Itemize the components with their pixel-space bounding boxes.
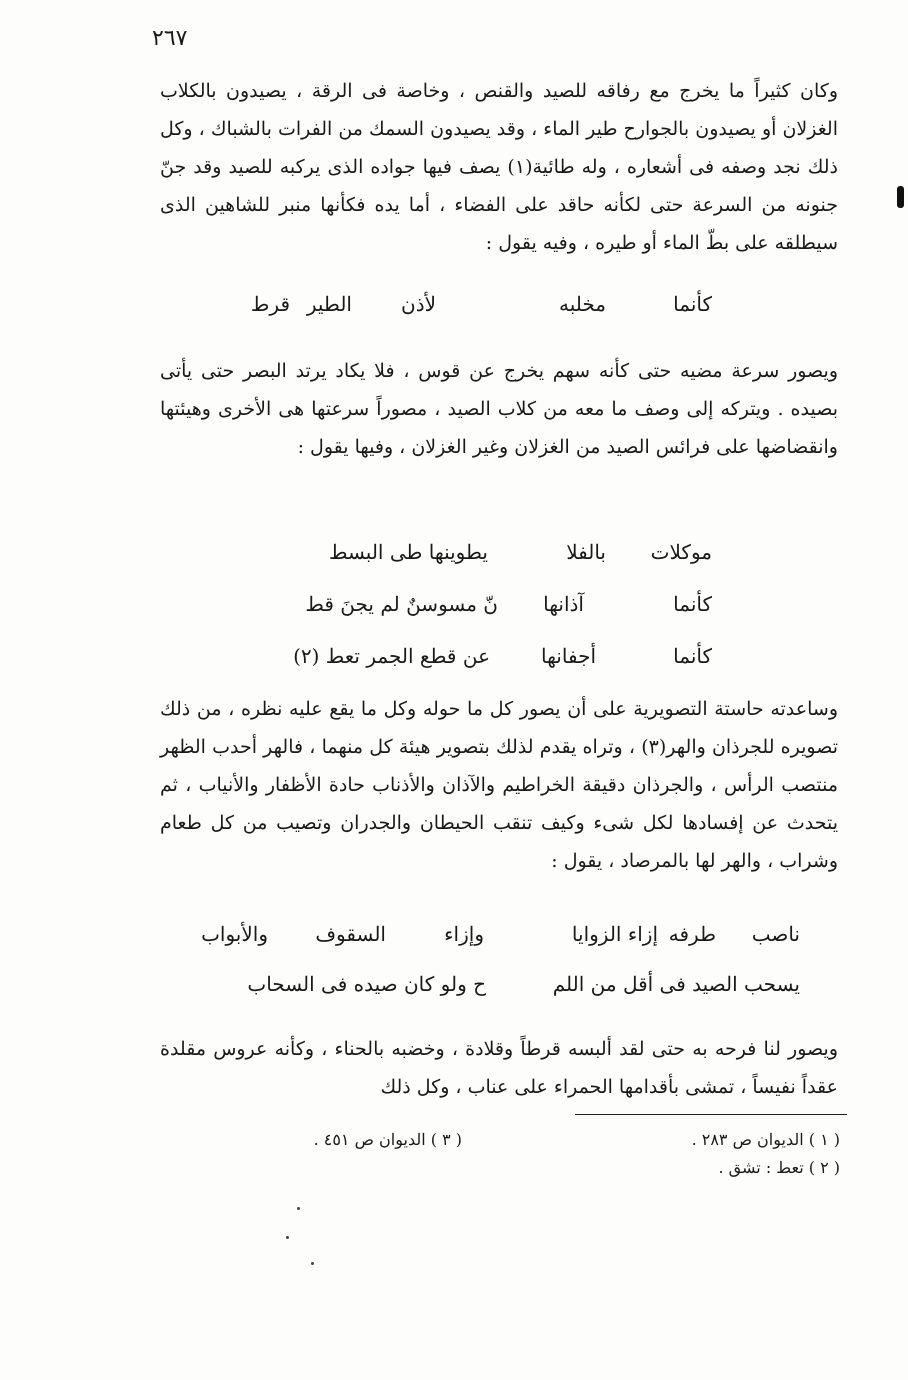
verse-word: كأنما <box>673 292 712 316</box>
paragraph-adornment: ويصور لنا فرحه به حتى لقد ألبسه قرطاً وقلادة ، وخضبه بالحناء ، وكأنه عروس مقلدة عقداً نفيساً ، تمشى بأقدامها الحمراء على عناب ، وكل ذلك <box>160 1038 838 1098</box>
verse-word: ح ولو كان صيده فى السحاب <box>247 972 486 996</box>
verse-word: يسحب الصيد فى أقل من اللم <box>552 972 800 996</box>
verse-cat-line-2 <box>0 972 908 1006</box>
footnote-3: ( ٣ ) الديوان ص ٤٥١ . <box>313 1130 462 1149</box>
verse-hawk <box>0 292 908 326</box>
verse-word: آذانها <box>543 592 584 616</box>
verse-word: أجفانها <box>540 644 596 668</box>
verse-word: طرفه <box>668 922 716 946</box>
verse-word: ناصب <box>751 922 800 946</box>
verse-word: كأنما <box>673 592 712 616</box>
verse-word: كأنما <box>673 644 712 668</box>
paragraph-speed: ويصور سرعة مضيه حتى كأنه سهم يخرج عن قوس ، فلا يكاد يرتد البصر حتى يأتى بصيده . ويتركه إلى وصف ما معه من كلاب الصيد ، مصوراً سرعتها هى الأخرى وهيئتها وانقضاضها على فرائس الصيد من الغزلان وغير الغزلان ، وفيها يقول : <box>160 360 838 458</box>
verse-word: وإزاء <box>444 922 484 946</box>
verse-dogs-line-2 <box>0 592 908 626</box>
verse-word: يطوينها طى البسط <box>328 540 488 564</box>
verse-dogs-line-3 <box>0 644 908 678</box>
print-speck <box>286 1236 289 1239</box>
margin-mark <box>897 186 904 208</box>
verse-word: لأذن <box>401 292 436 316</box>
verse-dogs-line-1 <box>0 540 908 574</box>
verse-word: والأبواب <box>201 922 268 946</box>
footnote-2: ( ٢ ) تعط : تشق . <box>718 1158 840 1177</box>
verse-word: موكلات <box>650 540 712 564</box>
footnote-divider <box>575 1114 847 1115</box>
verse-word: نّ مسوسنٌ لم يجنَ قط <box>305 592 498 616</box>
paragraph-hunting: وكان كثيراً ما يخرج مع رفاقه للصيد والقنص ، وخاصة فى الرقة ، يصيدون بالكلاب الغزلان أو يصيدون بالجوارح طير الماء ، وقد يصيدون السمك من الفرات بالشباك ، وكل ذلك نجد وصفه فى أشعاره ، وله طائية(١) يصف فيها جواده الذى يركبه للصيد وقد جنّ جنونه من السرعة حتى لكأنه حاقد على الفضاء ، أما يده فكأنها منبر للشاهين الذى سيطلقه على بطّ الماء أو طيره ، وفيه يقول : <box>160 80 838 254</box>
verse-word: الطير <box>306 292 352 316</box>
paragraph-cat-and-rats: وساعدته حاستة التصويرية على أن يصور كل ما حوله وكل ما يقع عليه نظره ، من ذلك تصويره للجرذان والهر(٣) ، وتراه يقدم لذلك بتصوير هيئة كل منهما ، فالهر أحدب الظهر منتصب الرأس ، والجرذان دقيقة الخراطيم والآذان والأذناب حادة الأظفار والأنياب ، ثم يتحدث عن إفسادها لكل شىء وكيف تنقب الحيطان والجدران وتصيب من كل طعام وشراب ، والهر لها بالمرصاد ، يقول : <box>160 698 838 872</box>
verse-cat-line-1 <box>0 922 908 956</box>
page-number: ٢٦٧ <box>152 26 188 51</box>
verse-word: مخلبه <box>558 292 606 316</box>
verse-word: إزاء الزوايا <box>571 922 658 946</box>
print-speck <box>311 1262 314 1265</box>
verse-word: بالفلا <box>566 540 606 564</box>
footnote-1: ( ١ ) الديوان ص ٢٨٣ . <box>691 1130 840 1149</box>
print-speck <box>297 1207 300 1210</box>
verse-word: عن قطع الجمر تعط (٢) <box>293 644 490 668</box>
verse-word: السقوف <box>315 922 386 946</box>
verse-word: قرط <box>250 292 290 316</box>
